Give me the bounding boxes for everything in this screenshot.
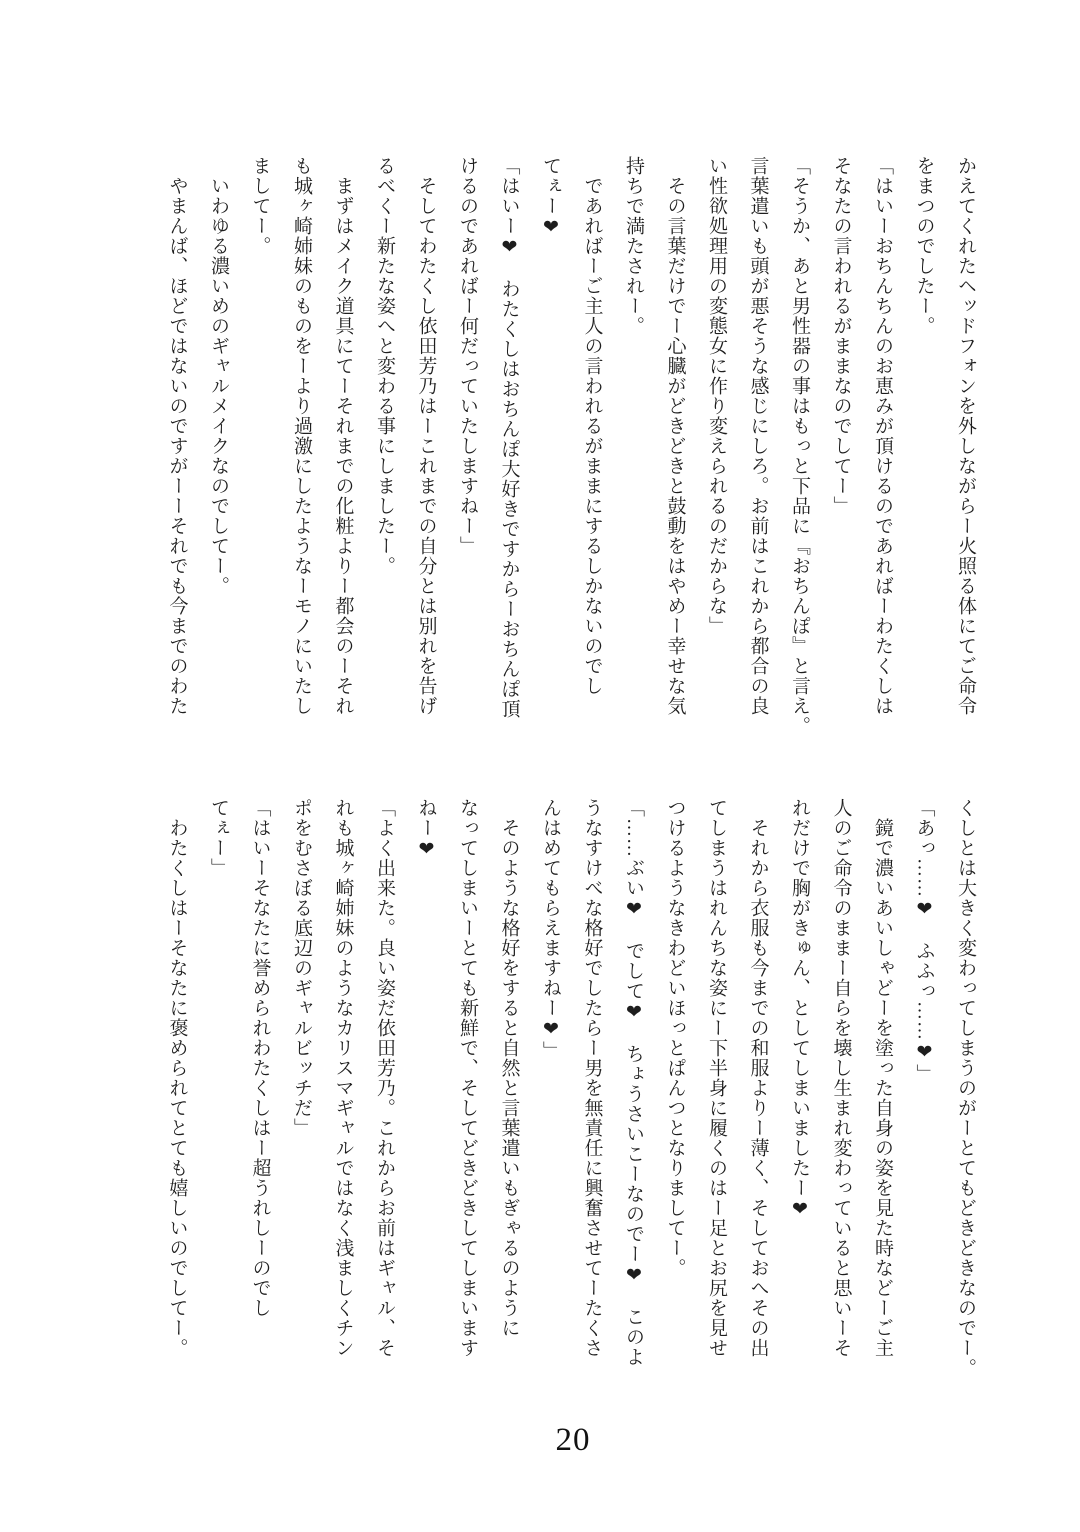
text-line: うなすけべな格好でしたらー男を無責任に興奮させてーたくさ bbox=[581, 798, 603, 1358]
text-line: やまんば、ほどではないのですがーーそれでも今までのわた bbox=[166, 176, 188, 716]
text-line: い性欲処理用の変態女に作り変えられるのだからな」 bbox=[706, 156, 727, 636]
text-line: てぇー」 bbox=[208, 798, 229, 878]
text-line: わたくしはーそなたに褒められてとても嬉しいのでしてー。 bbox=[166, 818, 188, 1358]
text-line: そしてわたくし依田芳乃はーこれまでの自分とは別れを告げ bbox=[415, 176, 437, 716]
text-line: まずはメイク道具にてーそれまでの化粧よりー都会のーそれ bbox=[332, 176, 354, 716]
text-block-bottom bbox=[156, 798, 986, 1433]
text-line: をまつのでしたー。 bbox=[913, 156, 935, 336]
text-line: 「はいーそなたに誉められわたくしはー超うれしーのでし bbox=[249, 798, 271, 1318]
text-line: 「はいーおちんちんのお恵みが頂けるのであればーわたくしは bbox=[872, 156, 893, 716]
text-line: なってしまいーとても新鮮で、そしてどきどきしてしまいます bbox=[457, 798, 478, 1358]
text-line: 持ちで満たされー。 bbox=[623, 156, 644, 336]
text-line: てぇー❤ bbox=[540, 156, 561, 239]
text-line: それから衣服も今までの和服よりー薄く、そしておへその出 bbox=[747, 818, 769, 1358]
text-line: んはめてもらえますねー❤」 bbox=[540, 798, 561, 1061]
text-line: 「あっ……❤ ふふっ……❤」 bbox=[913, 798, 935, 1084]
text-line: けるのであればー何だっていたしますねー」 bbox=[457, 156, 478, 556]
text-line: かえてくれたヘッドフォンを外しながらー火照る体にてご命令 bbox=[955, 156, 976, 716]
text-line: れも城ヶ崎姉妹のようなカリスマギャルではなく浅ましくチン bbox=[332, 798, 354, 1358]
text-line: 人のご命令のままー自らを壊し生まれ変わっていると思いーそ bbox=[830, 798, 852, 1358]
text-line: も城ヶ崎姉妹のものをーより過激にしたようなーモノにいたし bbox=[291, 156, 312, 716]
text-line: くしとは大きく変わってしまうのがーとてもどきどきなのでー。 bbox=[955, 798, 976, 1378]
text-line: るべくー新たな姿へと変わる事にしましたー。 bbox=[374, 156, 395, 576]
text-line: れだけで胸がきゅん、としてしまいましたー❤ bbox=[789, 798, 810, 1221]
text-line: 「はいー❤ わたくしはおちんぽ大好きですからーおちんぽ頂 bbox=[498, 156, 520, 719]
text-line: 鏡で濃いあいしゃどーを塗った自身の姿を見た時などーご主 bbox=[872, 818, 893, 1358]
text-line: ポをむさぼる底辺のギャルビッチだ」 bbox=[291, 798, 312, 1138]
text-line: いわゆる濃いめのギャルメイクなのでしてー。 bbox=[208, 176, 229, 596]
text-line: てしまうはれんちな姿にー下半身に履くのはー足とお尻を見せ bbox=[706, 798, 727, 1358]
text-line: であればーご主人の言われるがままにするしかないのでし bbox=[581, 176, 603, 696]
text-line: 「……ぶい❤ でして❤ ちょうさいこーなのでー❤ このよ bbox=[623, 798, 644, 1367]
text-block-top bbox=[156, 156, 986, 781]
text-line: そのような格好をすると自然と言葉遣いもぎゃるのように bbox=[498, 818, 520, 1338]
text-line: ましてー。 bbox=[249, 156, 271, 256]
text-line: ねー❤ bbox=[415, 798, 437, 861]
text-line: つけるようなきわどいほっとぱんつとなりましてー。 bbox=[664, 798, 686, 1278]
text-line: 言葉遣いも頭が悪そうな感じにしろ。お前はこれから都合の良 bbox=[747, 156, 769, 716]
text-line: 「そうか、あと男性器の事はもっと下品に『おちんぽ』と言え。 bbox=[789, 156, 810, 736]
text-line: その言葉だけでー心臓がどきどきと鼓動をはやめー幸せな気 bbox=[664, 176, 686, 716]
text-line: そなたの言われるがままなのでしてー」 bbox=[830, 156, 852, 516]
text-line: 「よく出来た。良い姿だ依田芳乃。これからお前はギャル、そ bbox=[374, 798, 395, 1358]
page-number: 20 bbox=[555, 1422, 591, 1458]
